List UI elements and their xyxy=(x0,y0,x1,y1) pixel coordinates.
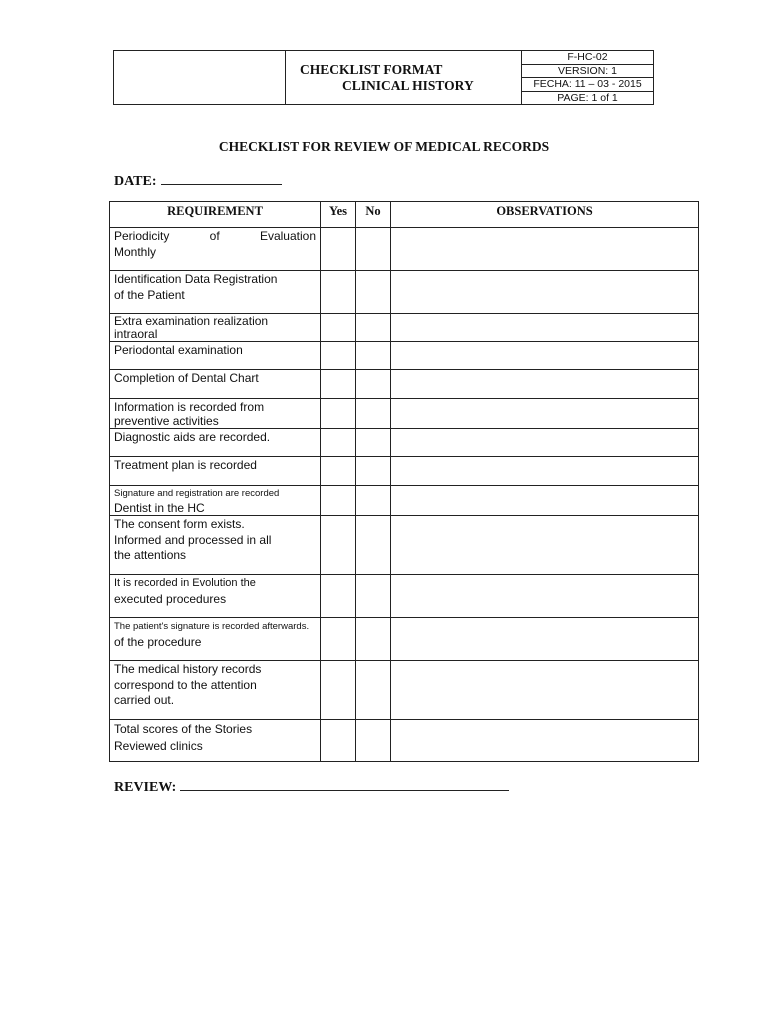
requirement-cell: It is recorded in Evolution the executed procedures xyxy=(110,575,321,618)
requirement-cell: Diagnostic aids are recorded. xyxy=(110,429,321,457)
yes-cell[interactable] xyxy=(321,720,356,762)
table-row xyxy=(110,516,699,575)
table-row xyxy=(110,429,699,457)
no-cell[interactable] xyxy=(356,516,391,575)
table-row xyxy=(110,618,699,661)
table-row xyxy=(110,457,699,486)
observations-cell[interactable] xyxy=(391,516,699,575)
table-row xyxy=(110,314,699,342)
observations-cell[interactable] xyxy=(391,575,699,618)
header-page: PAGE: 1 of 1 xyxy=(557,91,618,104)
no-cell[interactable] xyxy=(356,370,391,399)
requirement-cell: The medical history records correspond to the attention carried out. xyxy=(110,661,321,720)
observations-cell[interactable] xyxy=(391,457,699,486)
observations-cell[interactable] xyxy=(391,661,699,720)
no-cell[interactable] xyxy=(356,720,391,762)
requirement-cell: Extra examination realization intraoral xyxy=(110,314,321,342)
header-title-cell xyxy=(286,51,522,104)
yes-cell[interactable] xyxy=(321,516,356,575)
yes-cell[interactable] xyxy=(321,429,356,457)
observations-cell[interactable] xyxy=(391,228,699,271)
no-cell[interactable] xyxy=(356,661,391,720)
no-cell[interactable] xyxy=(356,399,391,429)
yes-cell[interactable] xyxy=(321,314,356,342)
yes-cell[interactable] xyxy=(321,370,356,399)
table-row xyxy=(110,720,699,762)
requirement-cell: Periodontal examination xyxy=(110,342,321,370)
yes-cell[interactable] xyxy=(321,575,356,618)
header-requirement: REQUIREMENT xyxy=(110,202,321,228)
review-field[interactable] xyxy=(180,776,509,791)
logo-cell xyxy=(114,51,286,104)
header-date: FECHA: 11 – 03 - 2015 xyxy=(522,78,653,92)
table-row xyxy=(110,575,699,618)
requirement-cell: Signature and registration are recorded Dentist in the HC xyxy=(110,486,321,516)
requirement-cell: Identification Data Registration of the Patient xyxy=(110,271,321,314)
observations-cell[interactable] xyxy=(391,271,699,314)
yes-cell[interactable] xyxy=(321,486,356,516)
table-header-row xyxy=(110,202,699,228)
checklist-table xyxy=(109,201,699,762)
no-cell[interactable] xyxy=(356,618,391,661)
yes-cell[interactable] xyxy=(321,228,356,271)
table-row xyxy=(110,661,699,720)
requirement-cell: Periodicity of Evaluation Monthly xyxy=(110,228,321,271)
no-cell[interactable] xyxy=(356,342,391,370)
yes-cell[interactable] xyxy=(321,271,356,314)
observations-cell[interactable] xyxy=(391,618,699,661)
no-cell[interactable] xyxy=(356,457,391,486)
table-row xyxy=(110,399,699,429)
yes-cell[interactable] xyxy=(321,618,356,661)
table-row xyxy=(110,486,699,516)
no-cell[interactable] xyxy=(356,314,391,342)
table-row xyxy=(110,228,699,271)
header-observations: OBSERVATIONS xyxy=(391,202,699,228)
review-label: REVIEW: xyxy=(114,780,177,795)
yes-cell[interactable] xyxy=(321,661,356,720)
no-cell[interactable] xyxy=(356,429,391,457)
no-cell[interactable] xyxy=(356,486,391,516)
requirement-cell: The consent form exists. Informed and processed in all the attentions xyxy=(110,516,321,575)
observations-cell[interactable] xyxy=(391,399,699,429)
requirement-cell: The patient's signature is recorded afterwards. of the procedure xyxy=(110,618,321,661)
header-yes: Yes xyxy=(321,202,356,228)
requirement-cell: Information is recorded from preventive activities xyxy=(110,399,321,429)
yes-cell[interactable] xyxy=(321,342,356,370)
yes-cell[interactable] xyxy=(321,457,356,486)
header-title-line2: CLINICAL HISTORY xyxy=(342,78,474,93)
date-field[interactable] xyxy=(161,170,282,185)
observations-cell[interactable] xyxy=(391,429,699,457)
document-title: CHECKLIST FOR REVIEW OF MEDICAL RECORDS xyxy=(218,139,550,154)
observations-cell[interactable] xyxy=(391,720,699,762)
observations-cell[interactable] xyxy=(391,370,699,399)
table-row xyxy=(110,271,699,314)
review-line xyxy=(114,776,509,796)
no-cell[interactable] xyxy=(356,575,391,618)
observations-cell[interactable] xyxy=(391,314,699,342)
yes-cell[interactable] xyxy=(321,399,356,429)
date-label: DATE: xyxy=(114,174,157,189)
document-header xyxy=(113,50,654,105)
date-line xyxy=(114,170,282,190)
requirement-cell: Completion of Dental Chart xyxy=(110,370,321,399)
header-code: F-HC-02 xyxy=(522,51,653,65)
requirement-cell: Total scores of the Stories Reviewed clinics xyxy=(110,720,321,762)
table-row xyxy=(110,370,699,399)
no-cell[interactable] xyxy=(356,228,391,271)
requirement-cell: Treatment plan is recorded xyxy=(110,457,321,486)
header-version: VERSION: 1 xyxy=(522,65,653,79)
header-meta-cell xyxy=(522,51,653,104)
header-title-line1: CHECKLIST FORMAT xyxy=(300,62,443,77)
observations-cell[interactable] xyxy=(391,486,699,516)
observations-cell[interactable] xyxy=(391,342,699,370)
no-cell[interactable] xyxy=(356,271,391,314)
table-row xyxy=(110,342,699,370)
header-no: No xyxy=(356,202,391,228)
